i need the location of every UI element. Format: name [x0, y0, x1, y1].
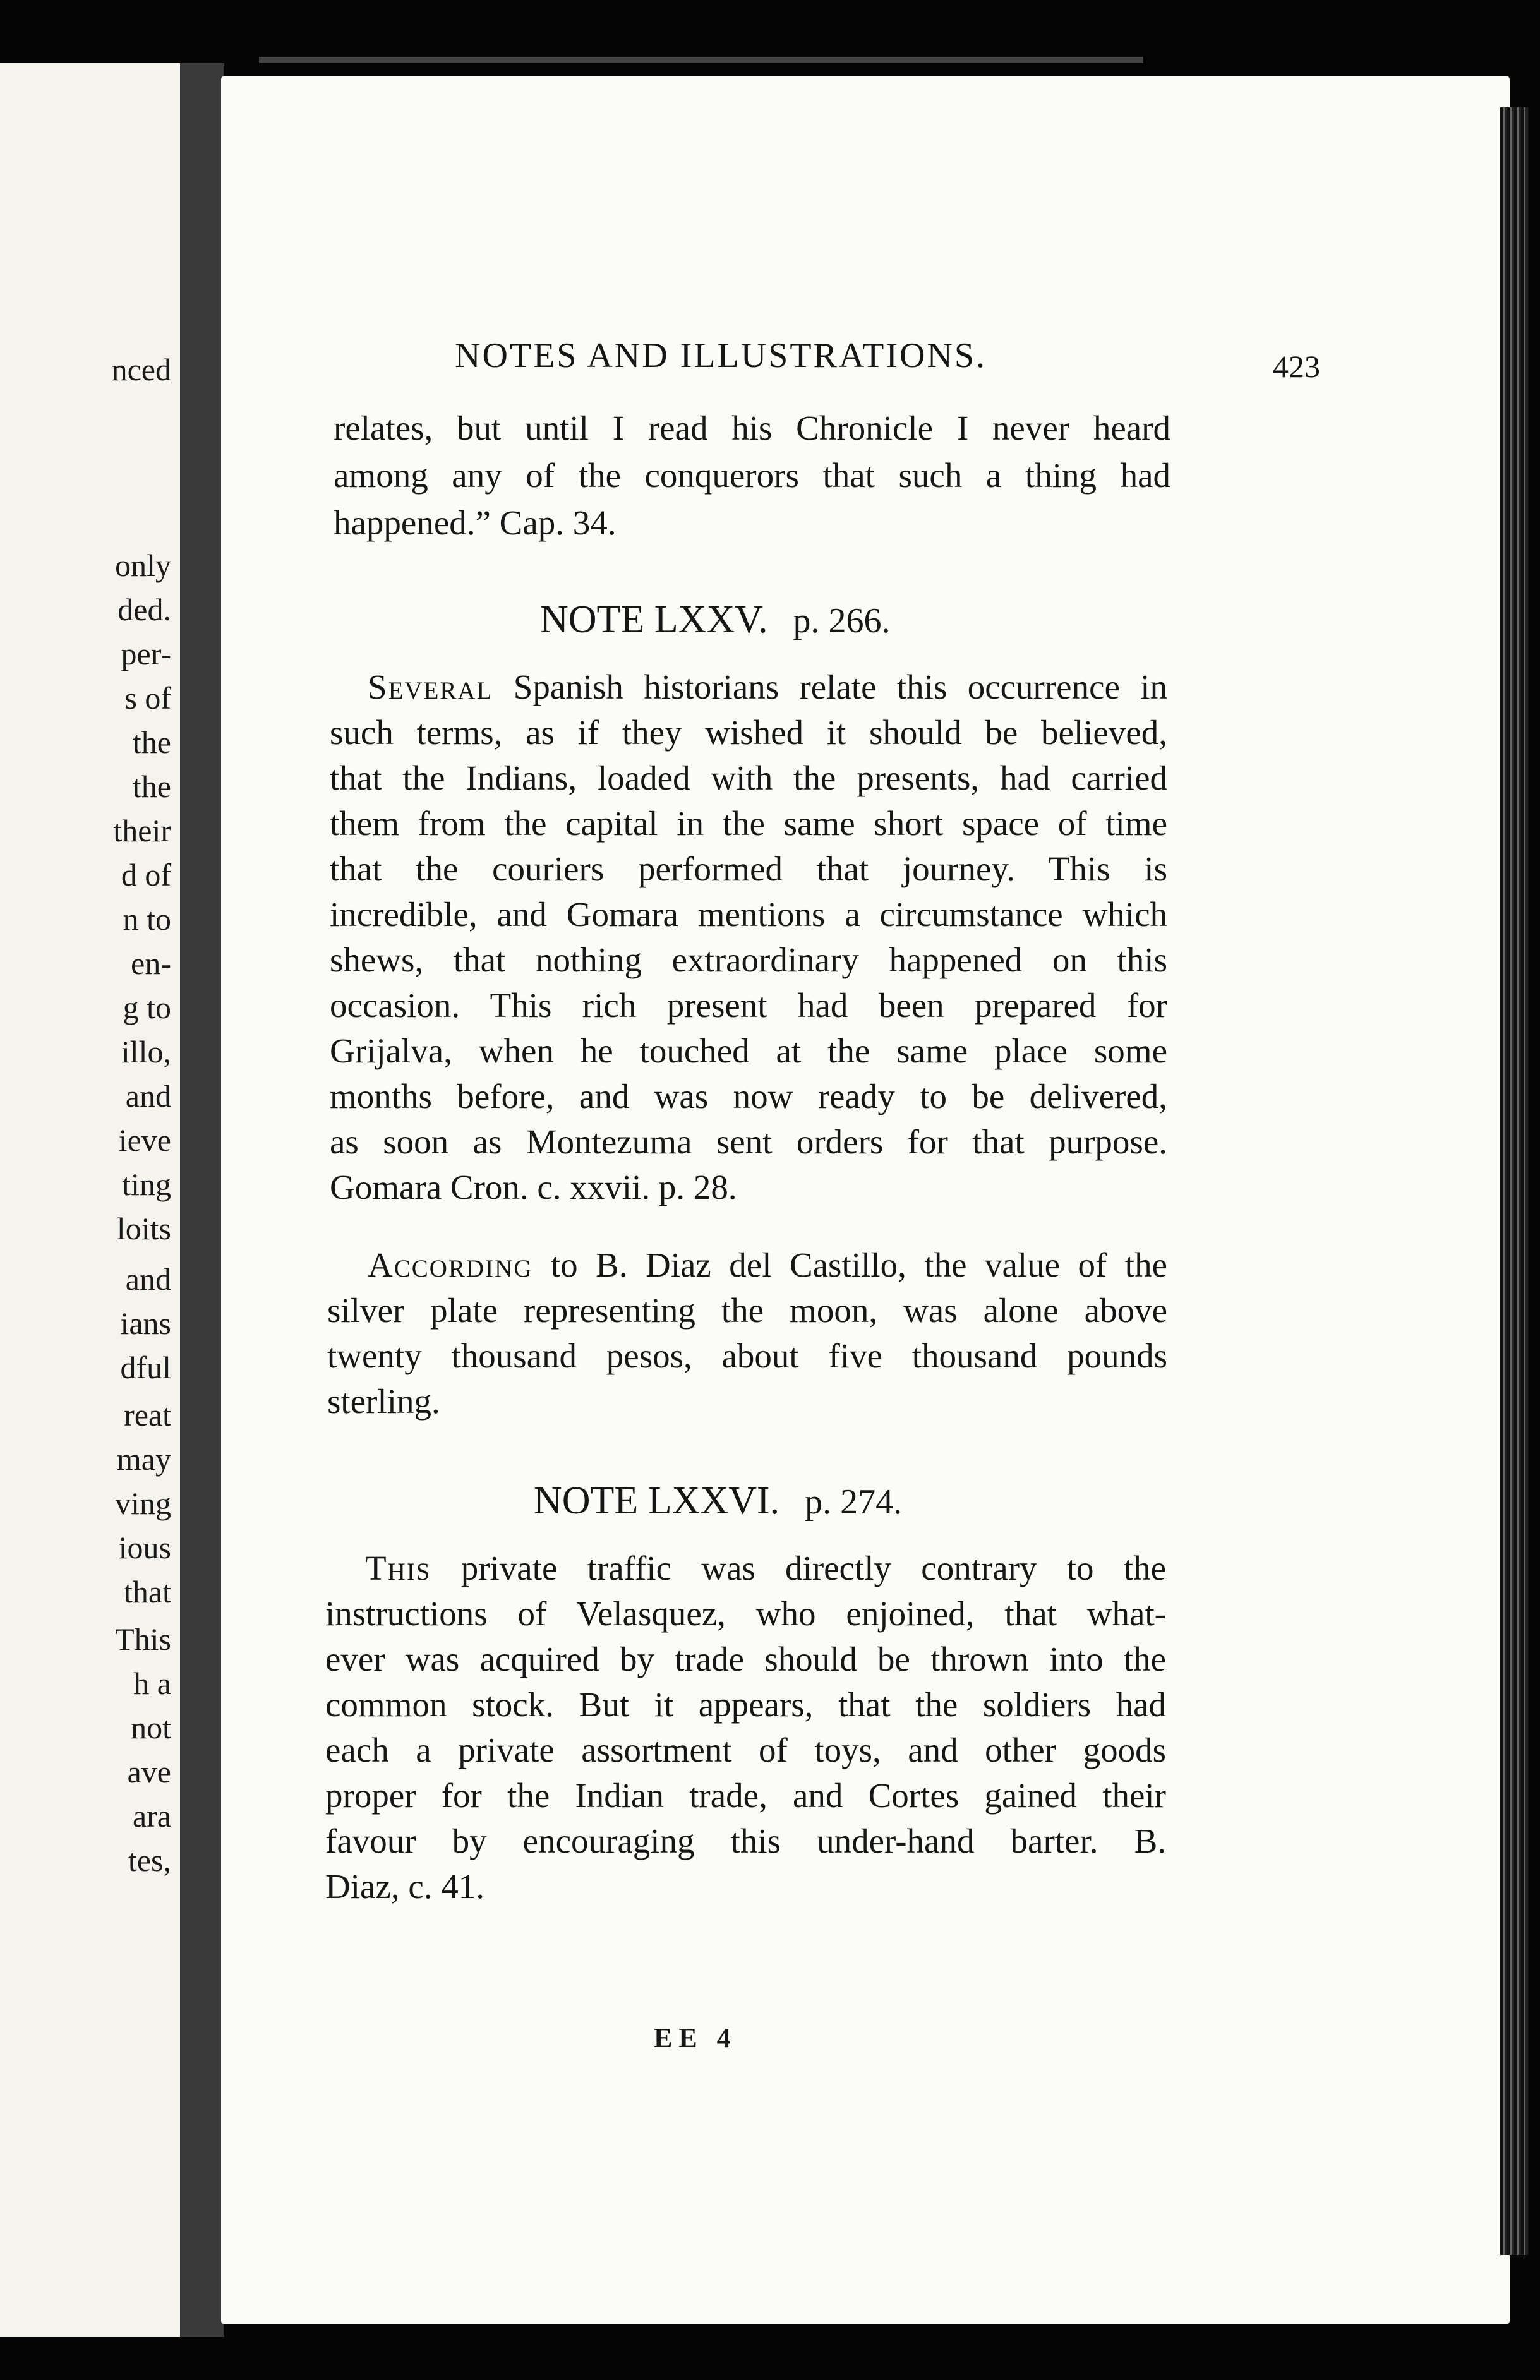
note-75-line: Several Spanish historians relate this occurrence in — [368, 668, 1167, 706]
left-page-fragment: ave — [127, 1754, 171, 1789]
left-page-fragment: and — [125, 1261, 171, 1297]
left-page-fragment: en- — [131, 946, 171, 981]
left-page-fragment: their — [113, 813, 171, 848]
note-75-line: silver plate representing the moon, was alone above — [327, 1291, 1167, 1330]
note-75-line: as soon as Montezuma sent orders for that purpose. — [330, 1122, 1167, 1161]
note-75-line: that the Indians, loaded with the presents, had carried — [330, 759, 1167, 797]
left-page-fragment: tes, — [128, 1842, 171, 1878]
left-page-fragment: ving — [115, 1486, 171, 1521]
left-page-fragment: ded. — [117, 592, 171, 627]
note-75-line: shews, that nothing extraordinary happened on this — [330, 941, 1167, 979]
left-page-fragment: only — [115, 548, 171, 583]
page-number: 423 — [1273, 349, 1320, 384]
note-76-line: favour by encouraging this under-hand barter. B. — [325, 1822, 1166, 1860]
left-page-fragment: that — [124, 1574, 171, 1609]
left-page-fragment: ians — [120, 1306, 171, 1341]
running-head: NOTES AND ILLUSTRATIONS. — [455, 336, 987, 375]
continuation-line: among any of the conquerors that such a thing had — [334, 456, 1170, 495]
left-page-fragment: the — [132, 724, 171, 760]
note-75-lead-word: Several — [368, 668, 493, 706]
left-page-fragment: the — [132, 769, 171, 804]
note-75-line: incredible, and Gomara mentions a circumstance which — [330, 895, 1167, 934]
left-page-fragment: loits — [116, 1211, 171, 1246]
note-76-line: common stock. But it appears, that the soldiers had — [325, 1685, 1166, 1724]
note-75-line: months before, and was now ready to be delivered, — [330, 1077, 1167, 1115]
note-76-line: Diaz, c. 41. — [325, 1867, 484, 1906]
book-gutter — [180, 63, 224, 2337]
left-page-fragment: reat — [124, 1397, 171, 1433]
left-page-fragment: h a — [133, 1666, 171, 1701]
note-76-line: This private traffic was directly contrary to the — [365, 1549, 1166, 1587]
page-stack-edge — [1500, 107, 1529, 2255]
note-75-line: that the couriers performed that journey. This is — [330, 850, 1167, 888]
note-75-page-ref: p. 266. — [793, 601, 891, 640]
top-page-edge — [259, 57, 1143, 63]
left-page-fragment: This — [115, 1621, 171, 1657]
note-76-line: each a private assortment of toys, and other goods — [325, 1731, 1166, 1769]
left-page-fragment: s of — [124, 680, 171, 716]
signature-mark: EE 4 — [654, 2022, 737, 2053]
main-page — [221, 76, 1510, 2324]
note-75-line: According to B. Diaz del Castillo, the value of the — [368, 1246, 1167, 1284]
note-75-line: twenty thousand pesos, about five thousand pounds — [327, 1337, 1167, 1375]
note-76-lead-word: This — [365, 1549, 431, 1587]
note-76-line: ever was acquired by trade should be thrown into the — [325, 1640, 1166, 1678]
note-75-line: Gomara Cron. c. xxvii. p. 28. — [330, 1168, 737, 1206]
note-75-lead-word-2: According — [368, 1246, 533, 1284]
note-76-title: NOTE LXXVI. — [534, 1479, 780, 1522]
left-page-fragment: d of — [121, 857, 171, 892]
left-page-fragment: not — [131, 1710, 171, 1745]
continuation-line: happened.” Cap. 34. — [334, 503, 617, 542]
continuation-line: relates, but until I read his Chronicle I never heard — [334, 409, 1170, 447]
left-page-fragment: and — [125, 1078, 171, 1114]
left-page-fragment: may — [116, 1441, 171, 1477]
note-76-line: instructions of Velasquez, who enjoined, that what- — [325, 1594, 1166, 1633]
left-facing-page — [0, 63, 183, 2337]
left-page-fragment: n to — [123, 901, 171, 937]
note-76-page-ref: p. 274. — [805, 1482, 903, 1522]
note-75-line: Grijalva, when he touched at the same place some — [330, 1031, 1167, 1070]
left-page-fragment: illo, — [121, 1034, 171, 1069]
left-page-fragment: dful — [120, 1350, 171, 1385]
left-page-fragment: ting — [122, 1167, 171, 1202]
note-75-heading — [540, 600, 891, 639]
left-page-fragment: ious — [118, 1530, 171, 1565]
note-75-line: occasion. This rich present had been prepared for — [330, 986, 1167, 1025]
left-page-fragment: g to — [123, 990, 171, 1025]
note-75-title: NOTE LXXV. — [540, 598, 768, 641]
left-page-fragment: ara — [132, 1798, 171, 1834]
left-page-fragment: ieve — [118, 1122, 171, 1158]
left-page-fragment: nced — [111, 352, 171, 387]
note-75-line: such terms, as if they wished it should be believed, — [330, 713, 1167, 752]
note-76-line: proper for the Indian trade, and Cortes gained their — [325, 1776, 1166, 1815]
note-76-heading — [534, 1481, 902, 1520]
left-page-fragment: per- — [121, 636, 171, 671]
note-75-line: sterling. — [327, 1382, 440, 1421]
note-75-line: them from the capital in the same short space of time — [330, 804, 1167, 843]
